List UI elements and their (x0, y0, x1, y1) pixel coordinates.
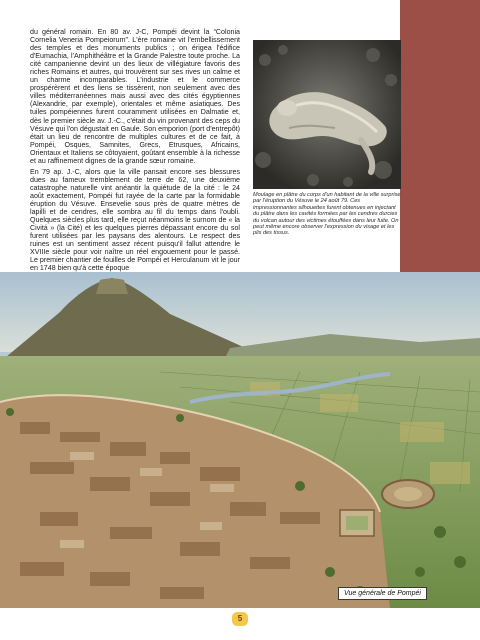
decorative-sidebar (400, 0, 480, 272)
pompeii-panorama (0, 272, 480, 608)
panorama-label: Vue générale de Pompéi (338, 587, 427, 600)
main-text-column (30, 28, 240, 275)
photo-caption: Moulage en plâtre du corps d'un habitant de la ville surprise par l'éruption du Vésuve le 24 août 79. Ces impressionnantes silhouettes furent obtenues en injectant du plâtre dans les cavités formées par les cendres durcies du volcan autour des victimes étouffées dans leur fuite. On peut même encore observer l'expression du visage et les plis des tissus. (253, 192, 401, 237)
plaster-cast-photo (253, 40, 401, 189)
page-number: 5 (232, 612, 248, 626)
paragraph-1: du général romain. En 80 av. J-C, Pompéi devint la “Colonia Cornelia Veneria Pompeiorum”. L'ère romaine vit l'embellissement des temples et des monuments publics ; on érigea l'édifice d'Eumachia, l'Amphithéâtre et la Grande Palestre toute proche. La cité campanienne devint un des lieux de villégiature favoris des riches Romains et autres, qui trouvèrent sur ses rives un calme et un charme incomparables. L'industrie et le commerce prospérèrent et des liens se tissèrent, non seulement avec des villes méditerranéennes mais aussi avec des cités égyptiennes (Alexandrie, par exemple), orientales et même asiatiques. Des tuiles pompéiennes furent couramment utilisées en Dalmatie et, dès le premier siècle av. J.-C., c'était du vin provenant des ceps du Vésuve qui l'on dégustait en Gaule. Son emporion (port d'entrepôt) était un lieu de rencontre de multiples cultures et de ce fait, à Pompéi, Osques, Samnites, Grecs, Etrusques, Africains, Orientaux et Italiens se côtoyaient, goûtant ensemble à la richesse et au raffinement dignes de la grande sœur romaine. (30, 28, 240, 165)
paragraph-2: En 79 ap. J.-C, alors que la ville pansait encore ses blessures dues au fameux tremblement de terre de 62, une deuxième catastrophe naturelle vint anéantir la quiétude de la cité : le 24 août exactement, Pompéi fut rayée de la carte par la formidable éruption du Vésuve. Ensevelie sous près de quatre mètres de lapilli et de cendres, elle sombra au fil du temps dans l'oubli. Quelques siècles plus tard, elle reçut néanmoins le surnom de « la Civitá » (la Cité) et les quelques pierres dépassant encore du sol furent utilisées par les paysans des alentours. Le respect des ruines est un sentiment assez récent puisqu'il fallut attendre le XVIIIe siècle pour voir naître un réel engouement pour le passé. Le premier chantier de fouilles de Pompéi et Herculanum vit le jour en 1748 bien qu'à cette époque (30, 167, 240, 273)
